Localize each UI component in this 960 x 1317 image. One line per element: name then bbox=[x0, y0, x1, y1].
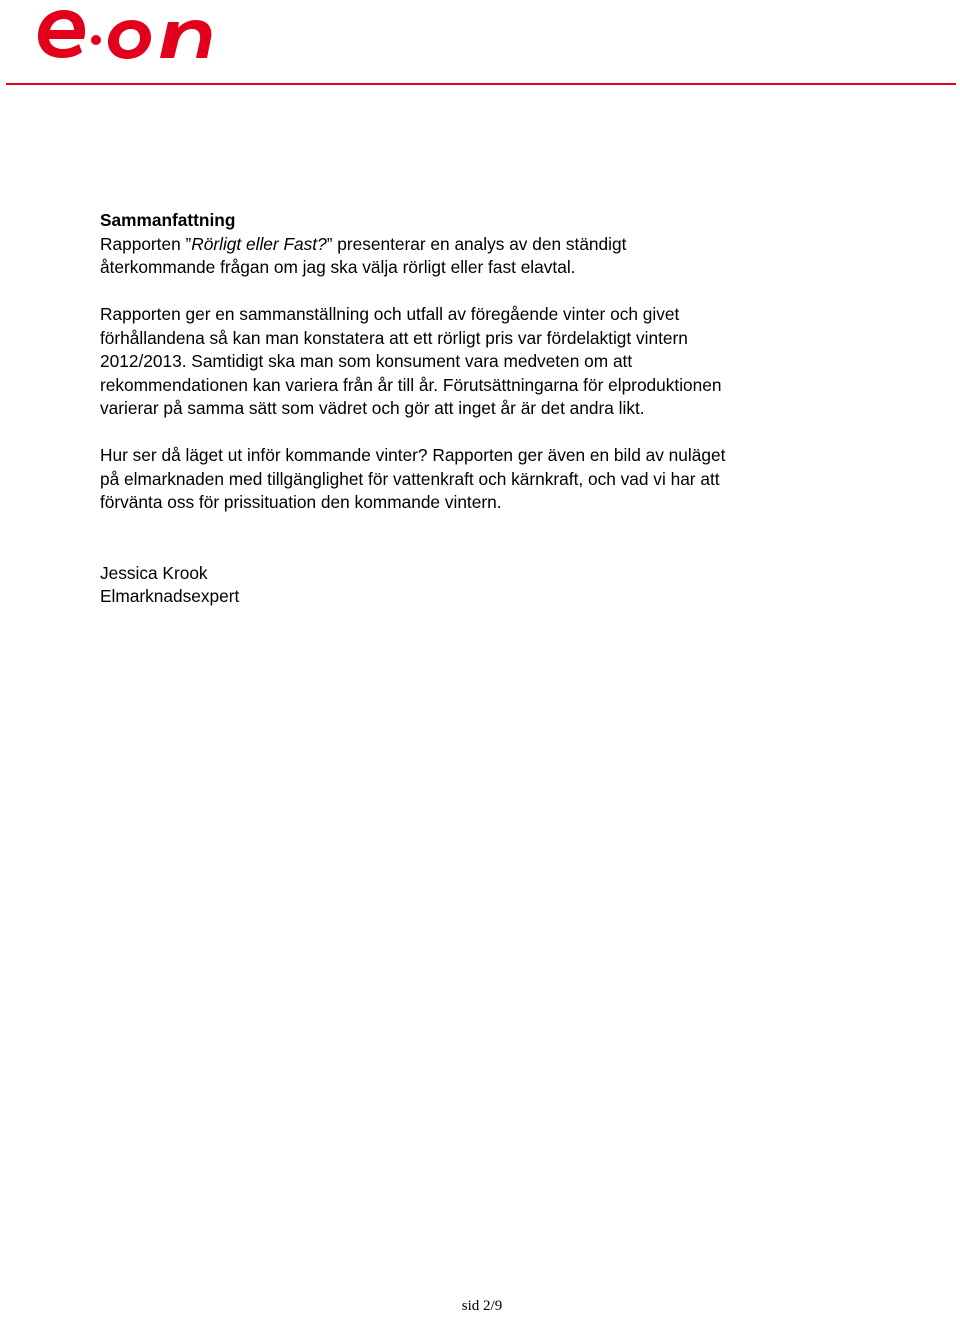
intro-suffix: ” presenterar en analys av den ständigt återkommande frågan om jag ska välja rörligt eller fast elavtal. bbox=[100, 233, 627, 277]
summary-heading: Sammanfattning bbox=[100, 210, 236, 230]
summary-outlook-paragraph: Hur ser då läget ut inför kommande vinter? Rapporten ger även en bild av nuläget på elmarknaden med tillgänglighet för vattenkraft och kärnkraft, och vad vi har att förvänta oss för prissituation den kommande vintern. bbox=[100, 445, 726, 512]
summary-section bbox=[100, 209, 740, 609]
signature-role: Elmarknadsexpert bbox=[100, 586, 240, 606]
header-divider bbox=[6, 83, 956, 85]
eon-logo bbox=[36, 2, 228, 62]
summary-intro-paragraph bbox=[100, 233, 740, 280]
signature-name: Jessica Krook bbox=[100, 562, 208, 583]
summary-outcome-paragraph: Rapporten ger en sammanställning och utfall av föregående vinter och givet förhållandena så kan man konstatera att ett rörligt pris var fördelaktigt vintern 2012/2013. Samtidigt ska man som konsument vara medveten om att rekommendationen kan variera från år till år. Förutsättningarna för elproduktionen varierar på samma sätt som vädret och gör att inget år är det andra likt. bbox=[100, 304, 722, 418]
report-title: Rörligt eller Fast? bbox=[191, 233, 327, 254]
page-number: sid 2/9 bbox=[461, 1298, 503, 1314]
intro-prefix: Rapporten ” bbox=[100, 233, 192, 254]
